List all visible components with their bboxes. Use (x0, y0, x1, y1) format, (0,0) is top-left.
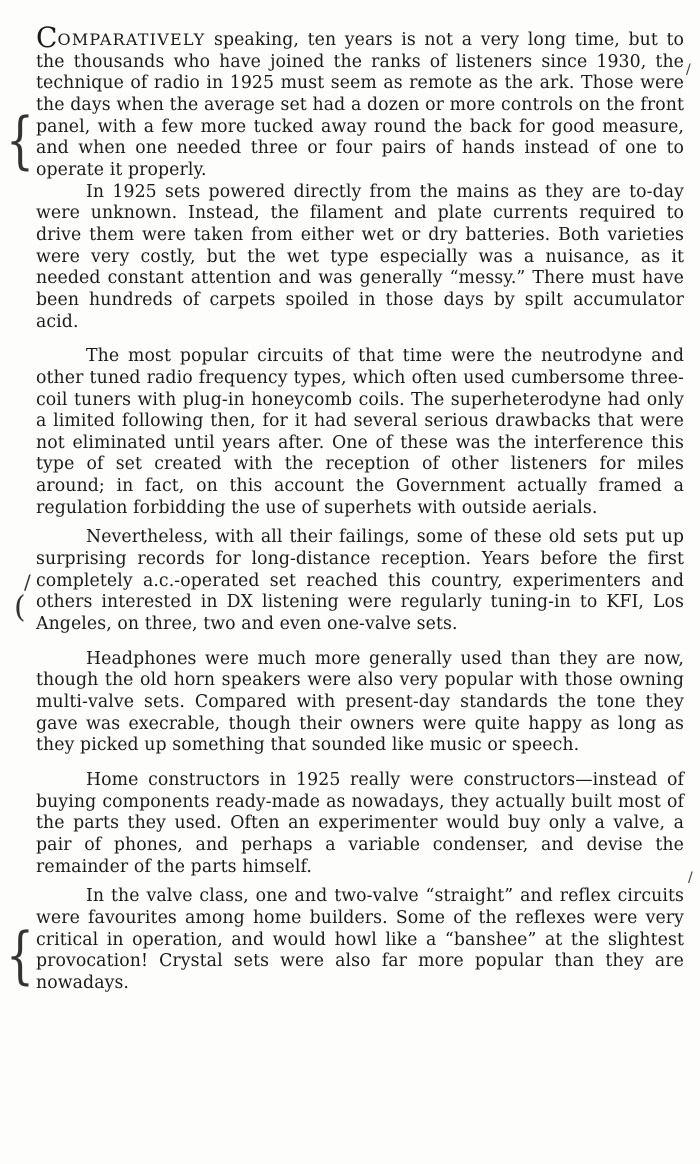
drop-cap: C (36, 21, 58, 54)
paragraph-4: Nevertheless, with all their failings, some of these old sets put up surprising records for long-distance reception. Years before the first completely a.c.-operated set reached this country, experimenters and others interested in DX listening were regularly tuning-in to KFI, Los Angeles, on three, two and even one-valve sets. (36, 527, 684, 635)
paragraph-6: Home constructors in 1925 really were constructors—instead of buying components ready-made as nowadays, they actually built most of the parts they used. Often an experimenter would buy only a valve, a pair of phones, and perhaps a variable condenser, and devise the remainder of the parts himself. (36, 770, 684, 877)
paragraph-2: In 1925 sets powered directly from the mains as they are to-day were unknown. Instead, the filament and plate currents required to drive them were taken from either wet or dry batteries. Both varieties were very costly, but the wet type especially was a nuisance, as it needed constant attention and was generally “messy.” There must have been hundreds of carpets spoiled in those days by spilt accumulator acid. (36, 181, 684, 332)
paragraph-7: In the valve class, one and two-valve “straight” and reflex circuits were favourites among home builders. Some of the reflexes were very critical in operation, and would howl like a “banshee” at the slightest provocation! Crystal sets were also far more popular than they are nowadays. (36, 886, 684, 993)
margin-brace-mark: { (6, 105, 34, 177)
paragraph-5: Headphones were much more generally used than they are now, though the old horn speakers were also very popular with those owning multi-valve sets. Compared with present-day standards the tone they gave was execrable, though their owners were quite happy as long as they picked up something that sounded like music or speech. (36, 648, 684, 756)
margin-brace-mark-lower: { (6, 920, 34, 992)
margin-bracket-mark: ( (14, 590, 26, 625)
paragraph-1-text: speaking, ten years is not a very long time, but to the thousands who have joined the ranks of listeners since 1930, the technique of radio in 1925 must seem as remote as the ark. Those were the days when the average set had a dozen or more controls on the front panel, with a few more tucked away round the back for good measure, and when one needed three or four pairs of hands instead of one to operate it properly. (36, 30, 684, 180)
paragraph-1 (36, 21, 684, 182)
opening-small-caps: OMPARATIVELY (57, 30, 206, 49)
margin-tick-mark-right: / (686, 62, 691, 78)
article-body (36, 21, 684, 995)
paragraph-3: The most popular circuits of that time were the neutrodyne and other tuned radio frequency types, which often used cumbersome three-coil tuners with plug-in honeycomb coils. The superheterodyne had only a limited following then, for it had several serious drawbacks that were not eliminated until years after. One of these was the interference this type of set created with the reception of other listeners for miles around; in fact, on this account the Government actually framed a regulation forbidding the use of superhets with outside aerials. (36, 346, 684, 518)
margin-tick-mark-right-lower: / (688, 870, 693, 886)
margin-tick-mark: / (24, 570, 31, 594)
